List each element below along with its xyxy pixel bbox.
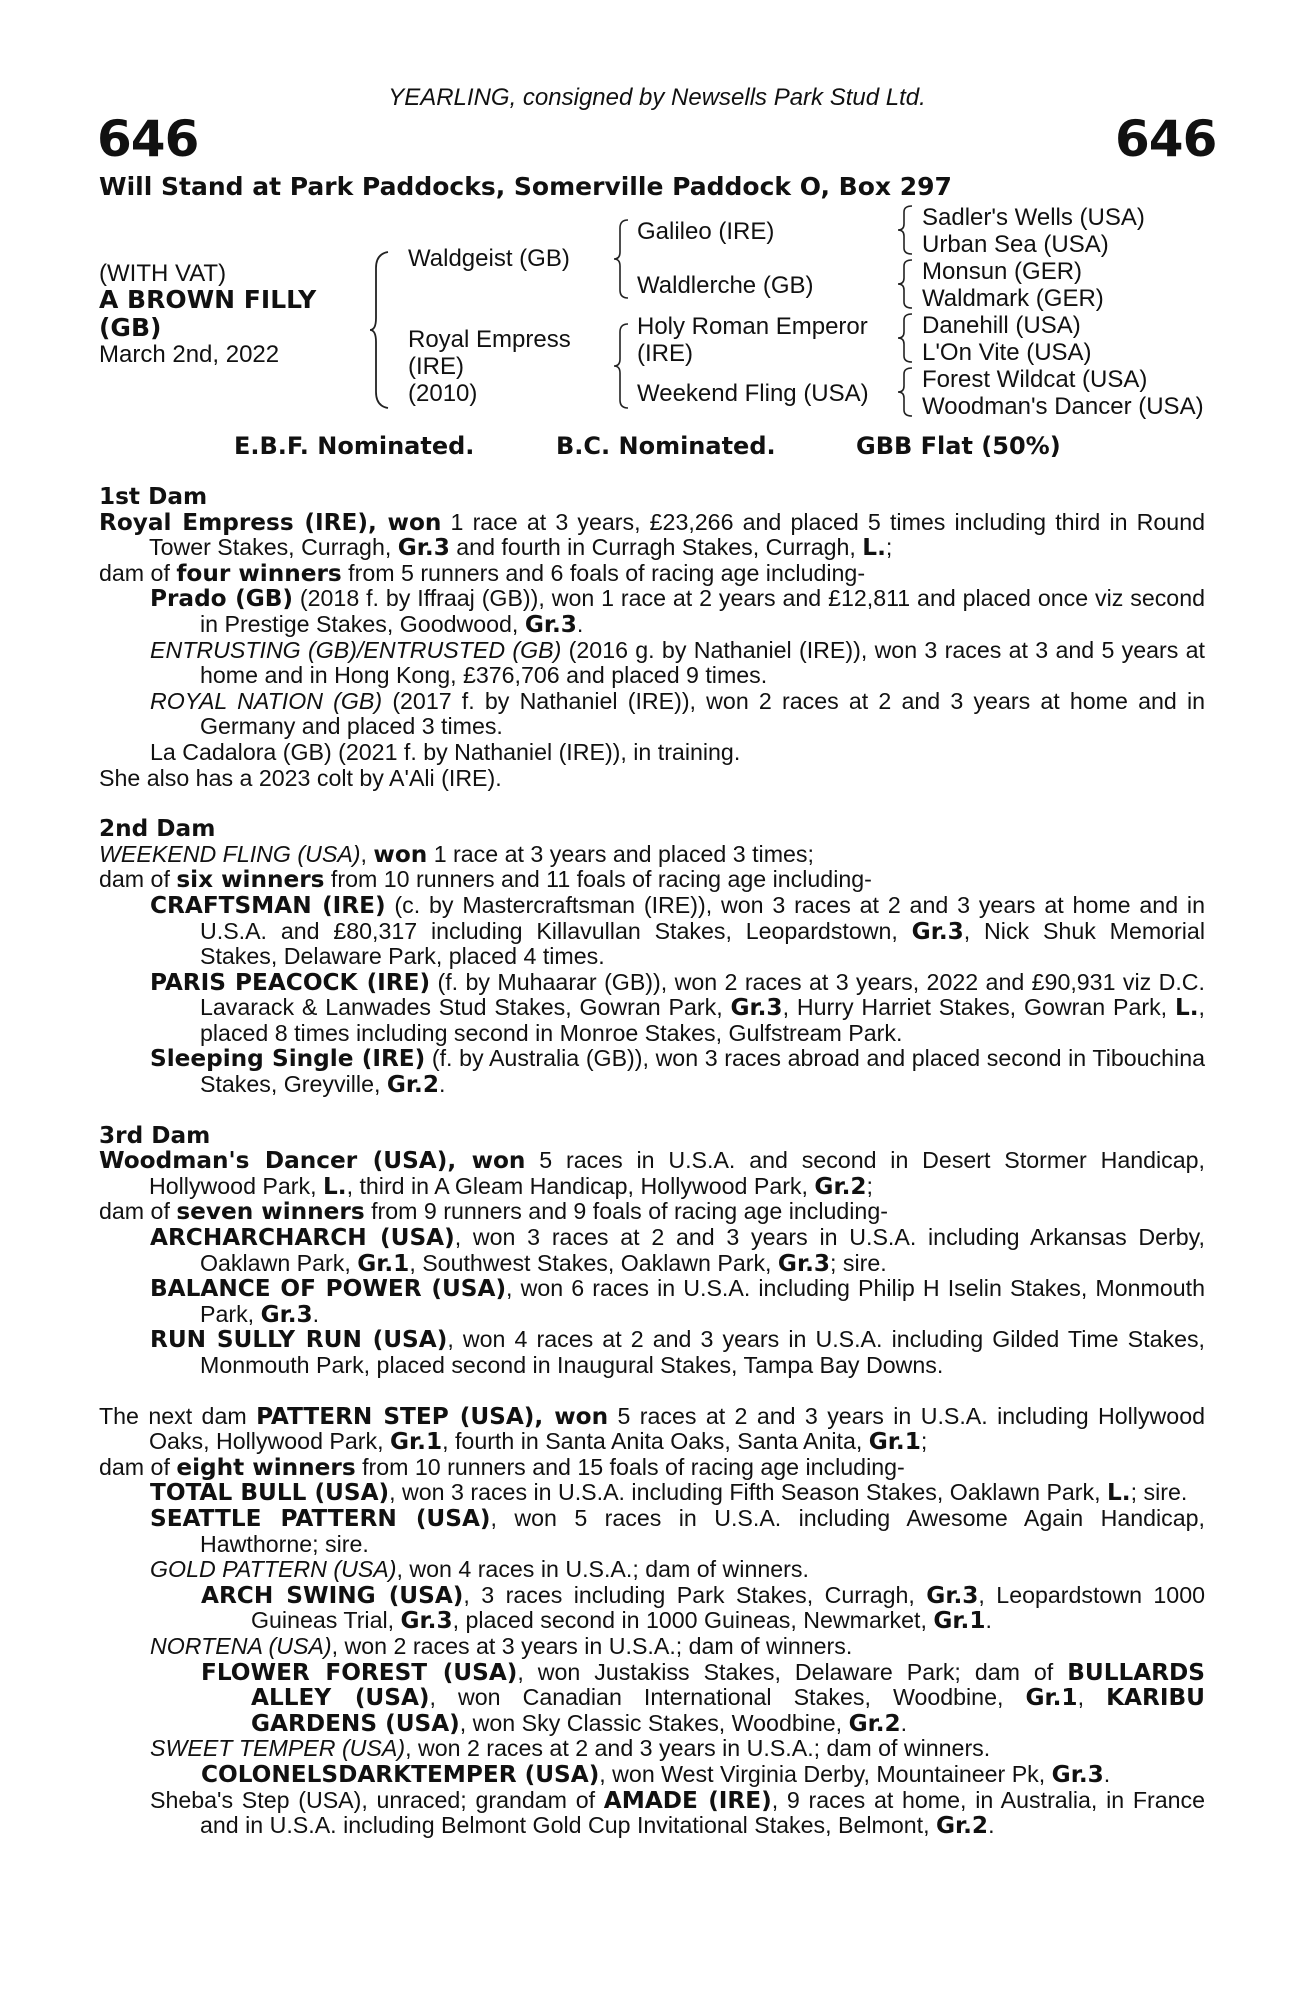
sire-dam: Waldlerche (GB) [637,272,814,299]
dam-sire-line2: (IRE) [637,340,693,367]
produce-archarcharch: ARCHARCHARCH (USA), won 3 races at 2 and 3 years in U.S.A. including Arkansas Derby, Oaklawn Park, Gr.1, Southwest Stakes, Oaklawn Park, Gr.3; sire. [150,1224,1205,1277]
second-dam-heading: 2nd Dam [99,815,216,843]
produce-colonelsdarktemper: COLONELSDARKTEMPER (USA), won West Virginia Derby, Mountaineer Pk, Gr.3. [201,1760,1111,1788]
third-dam-heading: 3rd Dam [99,1121,211,1149]
gbb-flat-nomination: GBB Flat (50%) [856,432,1061,460]
consignment-line: YEARLING, consigned by Newsells Park Stud Ltd. [388,84,926,111]
next-dam-produce-summary: dam of eight winners from 10 runners and 15 foals of racing age including- [99,1453,905,1481]
second-dam-produce-summary: dam of six winners from 10 runners and 11 foals of racing age including- [99,866,872,894]
produce-la-cadalora: La Cadalora (GB) (2021 f. by Nathaniel (IRE)), in training. [150,738,741,765]
lot-number-right: 646 [1115,110,1217,168]
pedigree-brace-sire [614,218,630,300]
third-dam-record: Woodman's Dancer (USA), won 5 races in U.S.A. and second in Desert Stormer Handicap, Hollywood Park, L., third in A Gleam Handicap, Hollywood Park, Gr.2; [99,1147,1205,1200]
next-dam-record: The next dam PATTERN STEP (USA), won 5 races at 2 and 3 years in U.S.A. including Hollywood Oaks, Hollywood Park, Gr.1, fourth in Santa Anita Oaks, Santa Anita, Gr.1; [99,1402,1205,1456]
brace-g2 [898,258,914,310]
dam-foaled-year: (2010) [408,380,478,407]
sire-name: Waldgeist (GB) [408,245,570,272]
first-dam-produce-summary: dam of four winners from 5 runners and 6 foals of racing age including- [99,559,866,587]
dam-name-line2: (IRE) [408,353,464,380]
second-dam-record: WEEKEND FLING (USA), won 1 race at 3 years and placed 3 times; [99,840,814,868]
ggd-lon-vite: L'On Vite (USA) [922,339,1092,366]
horse-name-line1: A BROWN FILLY [99,285,317,314]
first-dam-heading: 1st Dam [99,483,208,510]
ggs-monsun: Monsun (GER) [922,258,1083,285]
foaling-date: March 2nd, 2022 [99,341,280,368]
produce-shebas-step: Sheba's Step (USA), unraced; grandam of AMADE (IRE), 9 races at home, in Australia, in France and in U.S.A. including Belmont Gold Cup Invitational Stakes, Belmont, Gr.2. [150,1786,1206,1840]
brace-g3 [898,312,914,364]
ggs-forest-wildcat: Forest Wildcat (USA) [922,366,1148,393]
bc-nomination: B.C. Nominated. [556,432,776,460]
ggd-woodmans-dancer: Woodman's Dancer (USA) [922,393,1204,420]
produce-nortena: NORTENA (USA), won 2 races at 3 years in U.S.A.; dam of winners. [150,1632,853,1659]
ggd-waldmark: Waldmark (GER) [922,285,1104,312]
ggs-danehill: Danehill (USA) [922,312,1081,339]
produce-2023-colt: She also has a 2023 colt by A'Ali (IRE). [99,764,502,791]
stand-location: Will Stand at Park Paddocks, Somerville Paddock O, Box 297 [99,172,952,201]
dam-name-line1: Royal Empress [408,326,571,353]
produce-craftsman: CRAFTSMAN (IRE) (c. by Mastercraftsman (IRE)), won 3 races at 2 and 3 years at home and in U.S.A. and £80,317 including Killavullan Stakes, Leopardstown, Gr.3, Nick Shuk Memorial Stakes, Delaware Park, placed 4 times. [150,891,1205,970]
brace-g4 [898,366,914,418]
produce-gold-pattern: GOLD PATTERN (USA), won 4 races in U.S.A.; dam of winners. [150,1556,809,1583]
first-dam-record: Royal Empress (IRE), won 1 race at 3 years, £23,266 and placed 5 times including third in Round Tower Stakes, Curragh, Gr.3 and fourth in Curragh Stakes, Curragh, L.; [99,508,1205,562]
dam-dam: Weekend Fling (USA) [637,380,869,407]
pedigree-brace-dam [614,322,630,410]
produce-sweet-temper: SWEET TEMPER (USA), won 2 races at 2 and 3 years in U.S.A.; dam of winners. [150,1735,991,1762]
produce-royal-nation: ROYAL NATION (GB) (2017 f. by Nathaniel (IRE)), won 2 races at 2 and 3 years at home and in Germany and placed 3 times. [150,687,1205,740]
ggd-urban-sea: Urban Sea (USA) [922,231,1109,258]
produce-paris-peacock: PARIS PEACOCK (IRE) (f. by Muhaarar (GB)), won 2 races at 3 years, 2022 and £90,931 viz D.C. Lavarack & Lanwades Stud Stakes, Gowran Park, Gr.3, Hurry Harriet Stakes, Gowran Park, L., placed 8 times including second in Monroe Stakes, Gulfstream Park. [150,968,1205,1046]
produce-seattle-pattern: SEATTLE PATTERN (USA), won 5 races in U.S.A. including Awesome Again Handicap, Hawthorne; sire. [150,1504,1205,1557]
produce-run-sully-run: RUN SULLY RUN (USA), won 4 races at 2 and 3 years in U.S.A. including Gilded Time Stakes, Monmouth Park, placed second in Inaugural Stakes, Tampa Bay Downs. [150,1326,1206,1378]
third-dam-produce-summary: dam of seven winners from 9 runners and 9 foals of racing age including- [99,1198,888,1226]
produce-prado: Prado (GB) (2018 f. by Iffraaj (GB)), won 1 race at 2 years and £12,811 and placed once viz second in Prestige Stakes, Goodwood, Gr.3. [150,585,1205,638]
produce-total-bull: TOTAL BULL (USA), won 3 races in U.S.A. including Fifth Season Stakes, Oaklawn Park, L.; sire. [150,1479,1188,1507]
produce-sleeping-single: Sleeping Single (IRE) (f. by Australia (GB)), won 3 races abroad and placed second in Tibouchina Stakes, Greyville, Gr.2. [150,1045,1205,1099]
produce-arch-swing: ARCH SWING (USA), 3 races including Park Stakes, Curragh, Gr.3, Leopardstown 1000 Guineas Trial, Gr.3, placed second in 1000 Guineas, Newmarket, Gr.1. [201,1581,1205,1635]
horse-name-line2: (GB) [99,313,162,342]
produce-entrusting: ENTRUSTING (GB)/ENTRUSTED (GB) (2016 g. by Nathaniel (IRE)), won 3 races at 3 and 5 years at home and in Hong Kong, £376,706 and placed 9 times. [150,636,1205,689]
ebf-nomination: E.B.F. Nominated. [234,432,475,460]
ggs-sadlers-wells: Sadler's Wells (USA) [922,204,1145,231]
lot-number-left: 646 [97,110,199,168]
produce-flower-forest: FLOWER FOREST (USA), won Justakiss Stakes, Delaware Park; dam of BULLARDS ALLEY (USA), won Canadian International Stakes, Woodbine, Gr.1, KARIBU GARDENS (USA), won Sky Classic Stakes, Woodbine, Gr.2. [201,1658,1205,1737]
brace-g1 [898,204,914,256]
produce-balance-of-power: BALANCE OF POWER (USA), won 6 races in U.S.A. including Philip H Iselin Stakes, Monmouth Park, Gr.3. [150,1275,1205,1328]
dam-sire-line1: Holy Roman Emperor [637,313,868,340]
sire-sire: Galileo (IRE) [637,218,775,245]
catalogue-body [99,484,1205,1839]
vat-note: (WITH VAT) [99,260,227,287]
pedigree-brace-main [370,250,392,410]
